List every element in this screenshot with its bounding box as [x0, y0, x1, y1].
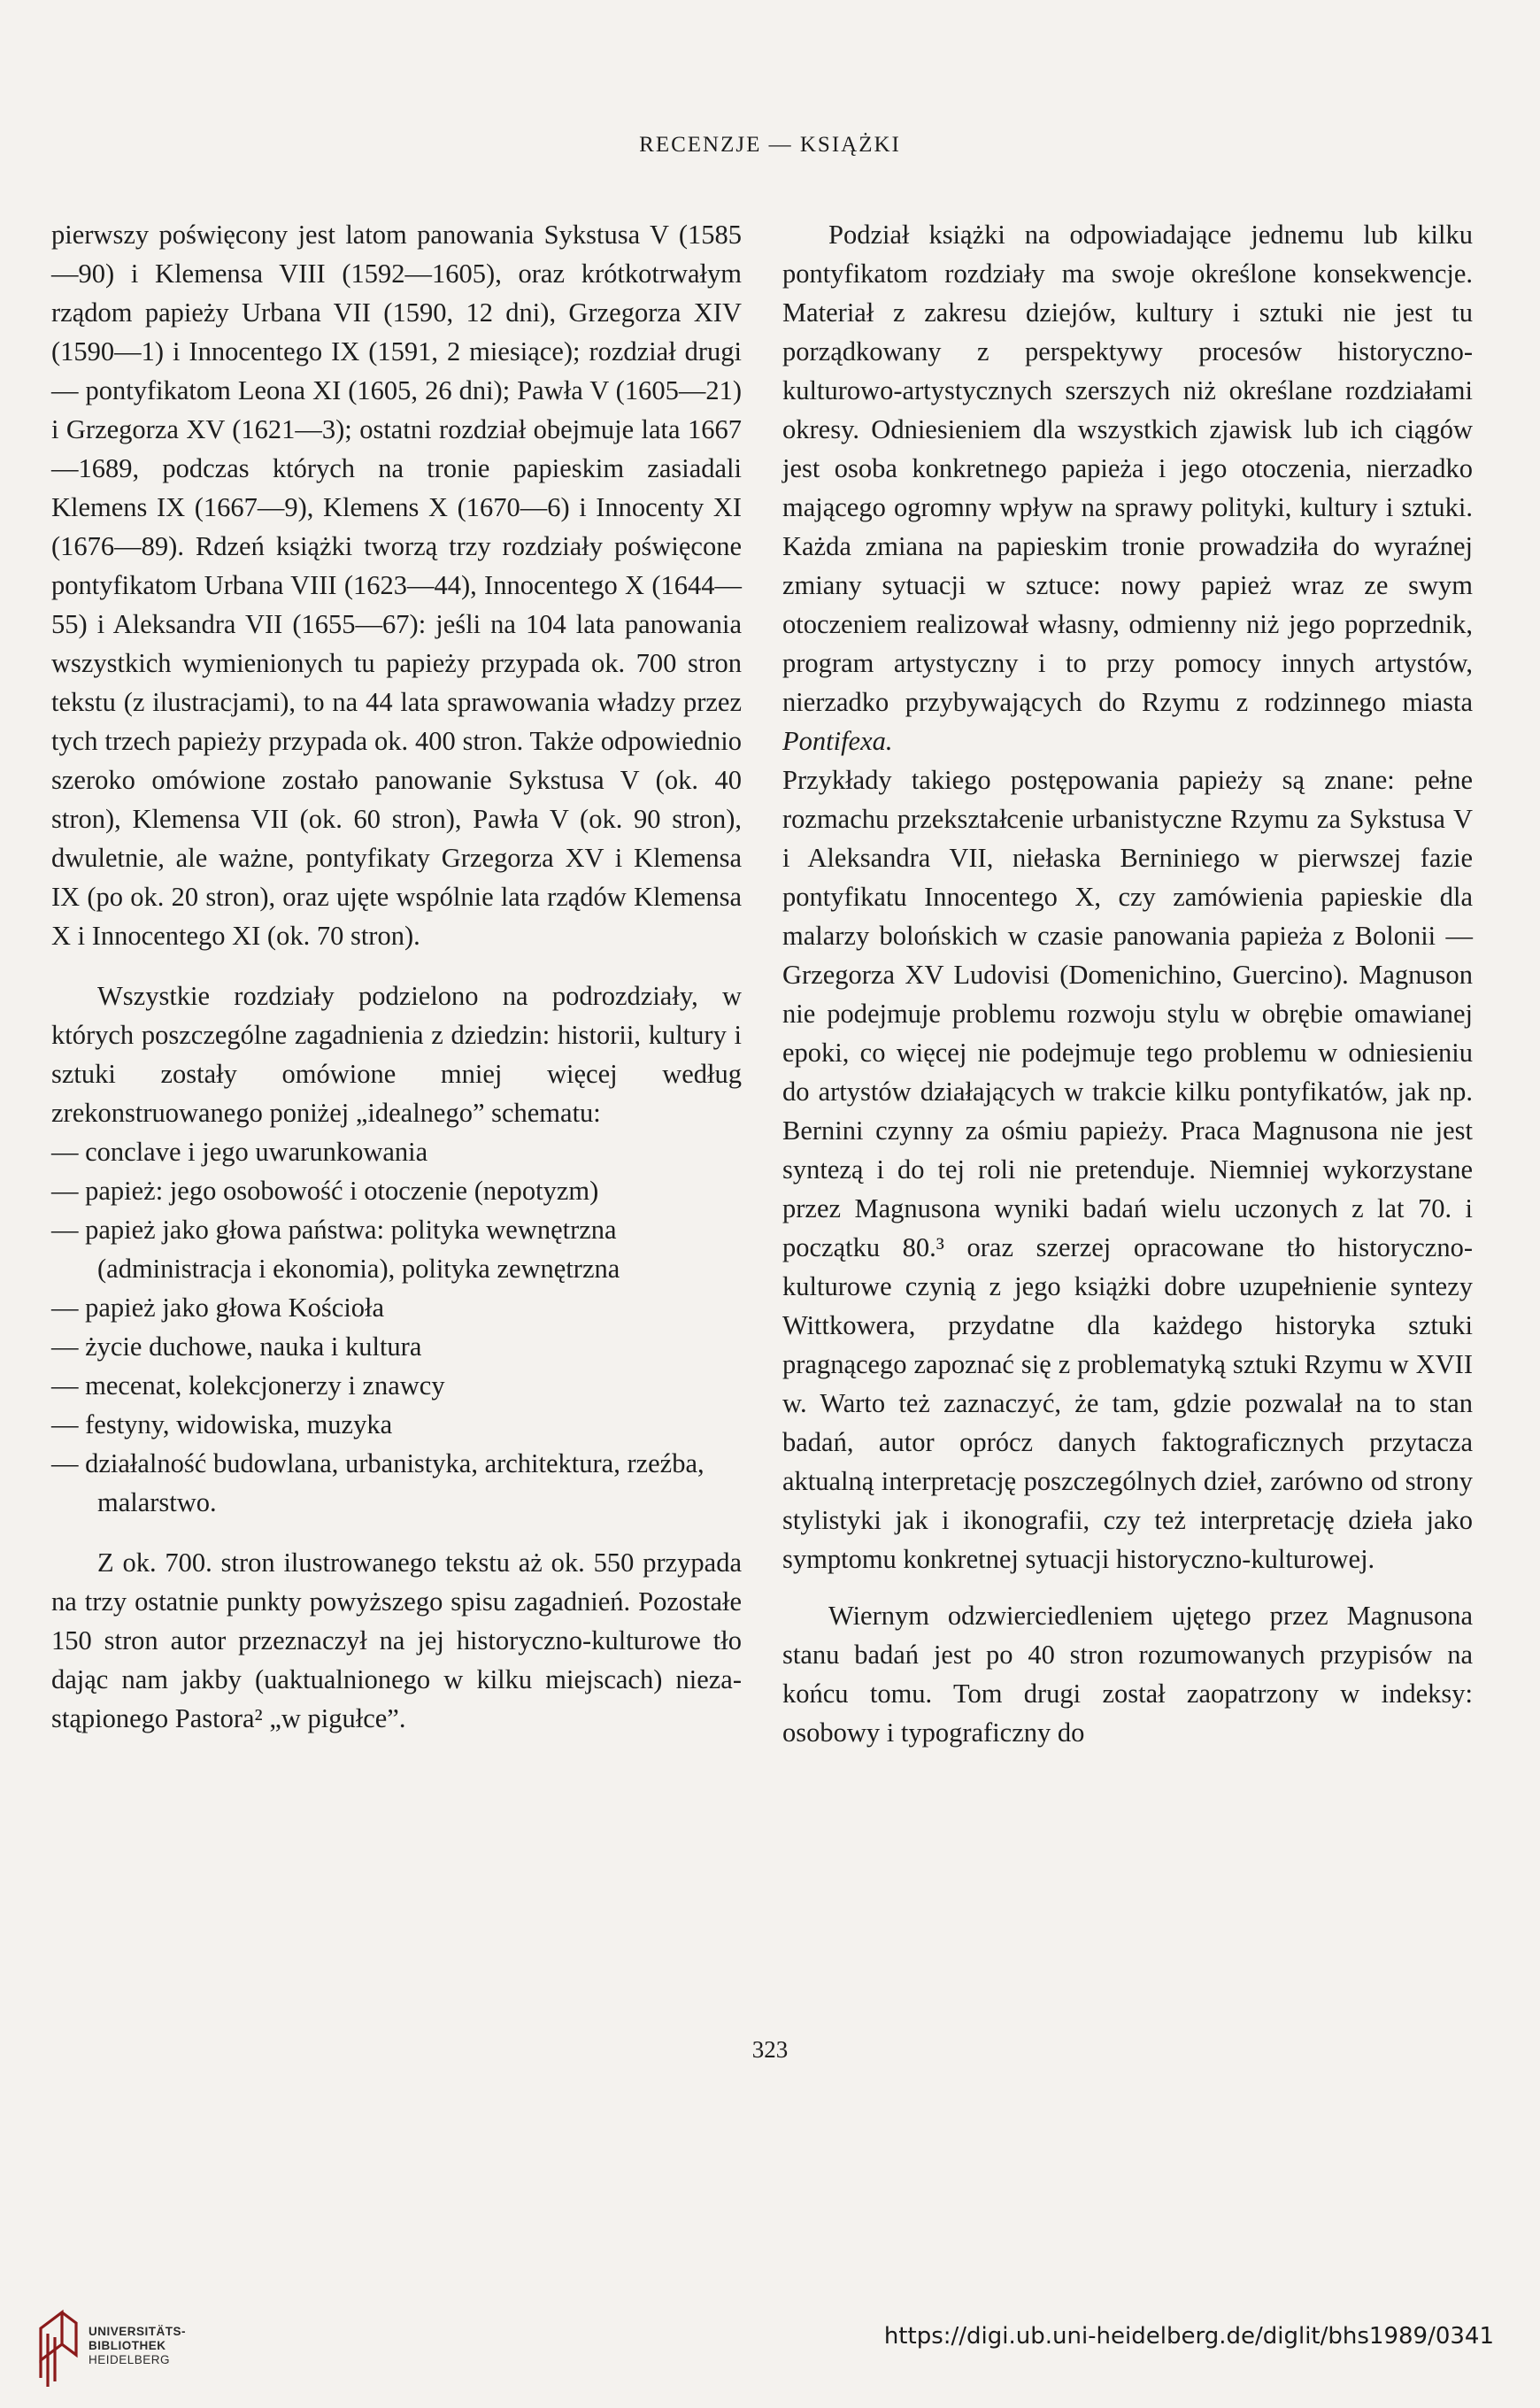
library-logo-icon — [35, 2309, 80, 2390]
list-item: — papież jako głowa Kościoła — [51, 1293, 385, 1323]
list-item: — papież jako głowa państwa: polityka wewnętrzna (administracja i ekonomia), polityka zewnętrzna — [51, 1215, 620, 1284]
right-paragraph-2: Przykłady takiego postępowania papieży są znane: pełne rozmachu przekształcenie urbanistyczne Rzymu za Sykstusa V i Aleksandra VII, niełaska Berniniego w pierwszej fazie pontyfikatu Innocentego X, czy zamówienia papieskie dla malarzy bolońskich w czasie panowania papieża z Bolonii — Grzegorza XV Ludovisi (Domenichino, Guercino). Magnuson nie podejmuje problemu rozwoju stylu w obrębie omawianej epoki, co więcej nie podejmuje tego problemu w odniesieniu do artystów działających w trakcie kilku pontyfikatów, jak np. Bernini czynny za ośmiu papieży. Praca Magnusona nie jest syntezą i do tej roli nie pretenduje. Niemniej wykorzystane przez Magnusona wyniki badań wielu uczonych z lat 70. i początku 80.³ oraz szerzej opracowane tło historyczno-kulturowe czynią z jego książki dobre uzupełnienie syntezy Wittkowera, przydatne dla każdego historyka sztuki pragnącego zapoznać się z problematyką sztuki Rzymu w XVII w. Warto też zaznaczyć, że tam, gdzie pozwalał na to stan badań, autor oprócz danych faktograficznych przytacza aktualną interpretację poszczególnych dzieł, zarówno od strony stylistyki jak i ikonografii, czy też interpretację dzieła jako symptomu konkretnej sytuacji historyczno-kulturowej. — [782, 765, 1473, 1574]
right-paragraph-1-text: Podział książki na odpowiadające jednemu lub kilku pontyfikatom rozdziały ma swoje określone konsekwencje. Materiał z zakresu dziejów, kultury i sztuki nie jest tu porządkowany z perspektywy procesów historyczno-kulturowo-artystycznych szerszych niż określane rozdziałami okresy. Odniesieniem dla wszystkich zjawisk lub ich ciągów jest osoba konkretnego papieża i jego otoczenia, nierzadko mającego ogromny wpływ na sprawy polityki, kultury i sztuki. Każda zmiana na papieskim tronie prowadziła do wyraźnej zmiany sytuacji w sztuce: nowy papież wraz ze swym otoczeniem realizował własny, odmienny niż jego poprzednik, program artystyczny i to przy pomocy innych artystów, nierzadko przybywających do Rzymu z rodzinnego miasta — [782, 220, 1473, 717]
list-item: — działalność budowlana, urbanistyka, architektura, rzeźba, malarstwo. — [51, 1448, 705, 1517]
library-name-line: HEIDELBERG — [89, 2353, 171, 2366]
library-name — [89, 2325, 186, 2367]
topic-list — [51, 1132, 742, 1522]
left-paragraph-2: Wszystkie rozdziały podzielono na podrozdziały, w których poszczególne zagadnienia z dziedzin: historii, kultury i sztuki zostały omówione mniej więcej według zrekonstruowanego poniżej „idealnego” schematu: — [51, 981, 742, 1128]
running-head: RECENZJE — KSIĄŻKI — [639, 133, 901, 157]
left-paragraph-3: Z ok. 700. stron ilustrowanego tekstu aż ok. 550 przypada na trzy ostatnie punkty powyższego spisu zagadnień. Pozostałe 150 stron autor przeznaczył na jej historyczno-kulturowe tło dając nam jakby (uaktualnionego w kilku miejscach) niezastąpionego Pastora² „w pigułce”. — [51, 1547, 742, 1733]
left-paragraph-1: pierwszy poświęcony jest latom panowania Sykstusa V (1585—90) i Klemensa VIII (1592—1605), oraz krótkotrwałym rządom papieży Urbana VII (1590, 12 dni), Grzegorza XIV (1590—1) i Innocentego IX (1591, 2 miesiące); rozdział drugi — pontyfikatom Leona XI (1605, 26 dni); Pawła V (1605—21) i Grzegorza XV (1621—3); ostatni rozdział obejmuje lata 1667—1689, podczas których na tronie papieskim zasiadali Klemens IX (1667—9), Klemens X (1670—6) i Innocenty XI (1676—89). Rdzeń książki tworzą trzy rozdziały poświęcone pontyfikatom Urbana VIII (1623—44), Innocentego X (1644—55) i Aleksandra VII (1655—67): jeśli na 104 lata panowania wszystkich wymienionych tu papieży przypada ok. 700 stron tekstu (z ilustracjami), to na 44 lata sprawowania władzy przez tych trzech papieży przypada ok. 400 stron. Także odpowiednio szeroko omówione zostało panowanie Sykstusa V (ok. 40 stron), Klemensa VII (ok. 60 stron), Pawła V (ok. 90 stron), dwuletnie, ale ważne, pontyfikaty Grzegorza XV i Klemensa IX (po ok. 20 stron), oraz ujęte wspólnie lata rządów Klemensa X i Innocentego XI (ok. 70 stron). — [51, 220, 742, 951]
list-item: — festyny, widowiska, muzyka — [51, 1409, 393, 1439]
list-item: — conclave i jego uwarunkowania — [51, 1137, 428, 1167]
right-column — [782, 215, 1473, 1752]
right-paragraph-1 — [782, 215, 1473, 760]
page-number: 323 — [751, 2036, 789, 2063]
list-item: — papież: jego osobowość i otoczenie (nepotyzm) — [51, 1176, 599, 1206]
library-name-line: BIBLIOTHEK — [89, 2339, 166, 2352]
italic-word: Pontifexa. — [782, 726, 893, 756]
source-url-link[interactable]: https://digi.ub.uni-heidelberg.de/diglit/bhs1989/0341 — [883, 2323, 1494, 2350]
library-name-line: UNIVERSITÄTS- — [89, 2325, 187, 2338]
left-column — [51, 215, 742, 1738]
list-item: — życie duchowe, nauka i kultura — [51, 1331, 422, 1362]
list-item: — mecenat, kolekcjonerzy i znawcy — [51, 1370, 445, 1401]
footer — [0, 2293, 1540, 2408]
right-paragraph-3: Wiernym odzwierciedleniem ujętego przez Magnusona stanu badań jest po 40 stron rozumowanych przypisów na końcu tomu. Tom drugi został zaopatrzony w indeksy: osobowy i typograficzny do — [782, 1601, 1473, 1748]
